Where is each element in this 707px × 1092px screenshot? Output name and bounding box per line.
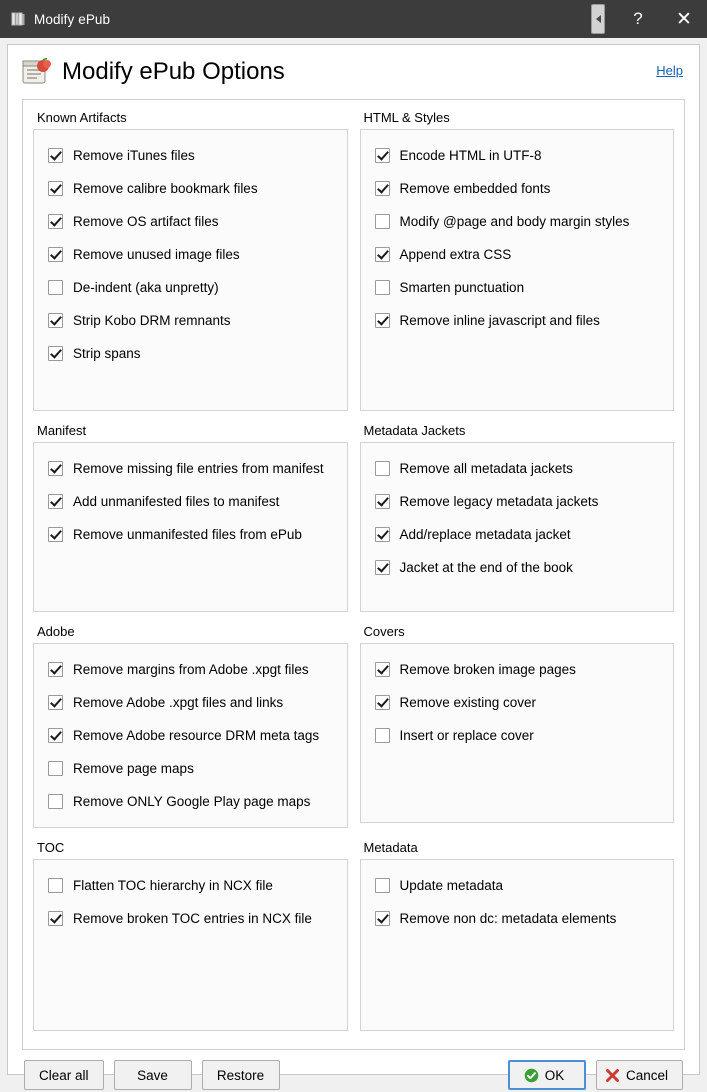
checkbox-strip-kobo-drm-remnants[interactable]: [48, 313, 63, 328]
checkbox-label: Update metadata: [399, 878, 504, 893]
checkbox-label: Smarten punctuation: [399, 280, 525, 295]
checkbox-smarten-punctuation[interactable]: [375, 280, 390, 295]
checkbox-remove-os-artifact-files[interactable]: [48, 214, 63, 229]
help-titlebar-button[interactable]: ?: [633, 9, 643, 28]
collapse-handle-icon[interactable]: [591, 4, 605, 34]
window-titlebar: [0, 0, 707, 38]
page-title: Modify ePub Options: [62, 58, 285, 85]
group-body: [360, 129, 675, 411]
checkbox-remove-legacy-metadata-jackets[interactable]: [375, 494, 390, 509]
checkbox-row[interactable]: [375, 172, 664, 205]
group-body: [360, 442, 675, 612]
checkbox-update-metadata[interactable]: [375, 878, 390, 893]
modify-epub-icon: [22, 57, 52, 87]
checkbox-row[interactable]: [375, 551, 664, 584]
help-link[interactable]: Help: [656, 63, 683, 78]
checkbox-row[interactable]: [48, 139, 337, 172]
checkbox-remove-adobe-drm-meta-tags[interactable]: [48, 728, 63, 743]
checkbox-row[interactable]: [375, 304, 664, 337]
group-legend: TOC: [37, 840, 65, 855]
dialog-content: [7, 44, 700, 1083]
group-body: [360, 859, 675, 1031]
checkbox-label: Append extra CSS: [399, 247, 512, 262]
group-body: [33, 859, 348, 1031]
group-body: [360, 643, 675, 823]
checkbox-row[interactable]: [48, 686, 337, 719]
checkbox-label: Remove Adobe .xpgt files and links: [73, 695, 284, 710]
checkbox-label: Remove broken TOC entries in NCX file: [73, 911, 312, 926]
checkbox-label: Remove margins from Adobe .xpgt files: [73, 662, 309, 677]
group-legend: Adobe: [37, 624, 75, 639]
checkbox-label: Strip Kobo DRM remnants: [73, 313, 231, 328]
checkbox-jacket-at-end-of-book[interactable]: [375, 560, 390, 575]
checkbox-row[interactable]: [48, 902, 337, 935]
close-icon[interactable]: ✕: [676, 8, 692, 30]
checkbox-label: Flatten TOC hierarchy in NCX file: [73, 878, 273, 893]
checkbox-add-replace-metadata-jacket[interactable]: [375, 527, 390, 542]
ok-button-label: OK: [544, 1067, 565, 1083]
checkbox-label: Remove Adobe resource DRM meta tags: [73, 728, 320, 743]
checkbox-row[interactable]: [48, 271, 337, 304]
checkbox-remove-embedded-fonts[interactable]: [375, 181, 390, 196]
group-adobe: [33, 624, 348, 838]
checkbox-append-extra-css[interactable]: [375, 247, 390, 262]
checkbox-row[interactable]: [375, 902, 664, 935]
group-covers: [360, 624, 675, 838]
checkbox-label: De-indent (aka unpretty): [73, 280, 219, 295]
group-legend: Metadata Jackets: [363, 423, 466, 438]
group-legend: Manifest: [37, 423, 87, 438]
checkbox-label: Strip spans: [73, 346, 141, 361]
checkbox-row[interactable]: [375, 271, 664, 304]
checkbox-remove-existing-cover[interactable]: [375, 695, 390, 710]
green-check-icon: [524, 1068, 539, 1083]
group-legend: Metadata: [363, 840, 418, 855]
checkbox-add-unmanifested-files[interactable]: [48, 494, 63, 509]
checkbox-insert-or-replace-cover[interactable]: [375, 728, 390, 743]
checkbox-label: Remove broken image pages: [399, 662, 576, 677]
checkbox-row[interactable]: [375, 653, 664, 686]
checkbox-de-indent[interactable]: [48, 280, 63, 295]
checkbox-row[interactable]: [48, 869, 337, 902]
checkbox-label: Remove unmanifested files from ePub: [73, 527, 302, 542]
dialog-window: [0, 38, 707, 1082]
checkbox-remove-xpgt-files-links[interactable]: [48, 695, 63, 710]
checkbox-encode-html-utf8[interactable]: [375, 148, 390, 163]
book-icon: [10, 11, 26, 27]
checkbox-remove-unused-image-files[interactable]: [48, 247, 63, 262]
group-body: [33, 643, 348, 828]
restore-button[interactable]: Restore: [202, 1060, 280, 1090]
group-body: [33, 129, 348, 411]
checkbox-row[interactable]: [375, 518, 664, 551]
group-legend: HTML & Styles: [363, 110, 450, 125]
checkbox-row[interactable]: [48, 238, 337, 271]
checkbox-label: Remove missing file entries from manifest: [73, 461, 324, 476]
checkbox-label: Encode HTML in UTF-8: [399, 148, 542, 163]
group-known-artifacts: [33, 110, 348, 421]
checkbox-row[interactable]: [48, 752, 337, 785]
checkbox-row[interactable]: [48, 653, 337, 686]
checkbox-label: Remove all metadata jackets: [399, 461, 573, 476]
checkbox-remove-inline-javascript[interactable]: [375, 313, 390, 328]
checkbox-label: Jacket at the end of the book: [399, 560, 573, 575]
checkbox-row[interactable]: [48, 719, 337, 752]
checkbox-label: Remove unused image files: [73, 247, 240, 262]
checkbox-row[interactable]: [375, 139, 664, 172]
checkbox-remove-broken-toc-entries[interactable]: [48, 911, 63, 926]
checkbox-remove-calibre-bookmark-files[interactable]: [48, 181, 63, 196]
red-cross-icon: [605, 1068, 620, 1083]
group-manifest: [33, 423, 348, 622]
checkbox-label: Remove iTunes files: [73, 148, 195, 163]
checkbox-row[interactable]: [375, 719, 664, 752]
group-legend: Covers: [363, 624, 405, 639]
checkbox-row[interactable]: [48, 172, 337, 205]
checkbox-row[interactable]: [48, 337, 337, 370]
checkbox-row[interactable]: [48, 518, 337, 551]
group-body: [33, 442, 348, 612]
checkbox-row[interactable]: [375, 686, 664, 719]
checkbox-remove-itunes-files[interactable]: [48, 148, 63, 163]
group-metadata-jackets: [360, 423, 675, 622]
checkbox-row[interactable]: [48, 452, 337, 485]
checkbox-label: Remove inline javascript and files: [399, 313, 600, 328]
checkbox-row[interactable]: [48, 785, 337, 818]
group-legend: Known Artifacts: [37, 110, 127, 125]
dialog-footer: [22, 1050, 685, 1092]
group-html-styles: [360, 110, 675, 421]
checkbox-remove-google-play-page-maps[interactable]: [48, 794, 63, 809]
dialog-header: [22, 57, 685, 87]
checkbox-label: Remove ONLY Google Play page maps: [73, 794, 311, 809]
checkbox-flatten-toc-hierarchy[interactable]: [48, 878, 63, 893]
checkbox-label: Add unmanifested files to manifest: [73, 494, 280, 509]
window-title: Modify ePub: [34, 11, 111, 27]
ok-button[interactable]: [508, 1060, 586, 1090]
checkbox-label: Remove non dc: metadata elements: [399, 911, 617, 926]
checkbox-label: Remove calibre bookmark files: [73, 181, 258, 196]
checkbox-remove-unmanifested-files[interactable]: [48, 527, 63, 542]
group-metadata: [360, 840, 675, 1041]
checkbox-remove-all-metadata-jackets[interactable]: [375, 461, 390, 476]
checkbox-label: Add/replace metadata jacket: [399, 527, 571, 542]
checkbox-label: Remove embedded fonts: [399, 181, 551, 196]
checkbox-row[interactable]: [48, 304, 337, 337]
checkbox-label: Modify @page and body margin styles: [399, 214, 630, 229]
cancel-button-label: Cancel: [625, 1067, 668, 1083]
checkbox-strip-spans[interactable]: [48, 346, 63, 361]
checkbox-label: Insert or replace cover: [399, 728, 534, 743]
checkbox-row[interactable]: [375, 205, 664, 238]
checkbox-remove-page-maps[interactable]: [48, 761, 63, 776]
save-button[interactable]: Save: [114, 1060, 192, 1090]
options-grid: [22, 99, 685, 1050]
checkbox-label: Remove page maps: [73, 761, 194, 776]
checkbox-remove-margins-xpgt[interactable]: [48, 662, 63, 677]
checkbox-remove-broken-image-pages[interactable]: [375, 662, 390, 677]
cancel-button[interactable]: [596, 1060, 683, 1090]
group-toc: [33, 840, 348, 1041]
checkbox-row[interactable]: [375, 485, 664, 518]
clear-all-button[interactable]: Clear all: [24, 1060, 104, 1090]
checkbox-remove-non-dc-metadata[interactable]: [375, 911, 390, 926]
checkbox-row[interactable]: [48, 485, 337, 518]
checkbox-remove-missing-file-entries[interactable]: [48, 461, 63, 476]
checkbox-row[interactable]: [375, 869, 664, 902]
checkbox-label: Remove legacy metadata jackets: [399, 494, 599, 509]
checkbox-row[interactable]: [375, 452, 664, 485]
checkbox-label: Remove OS artifact files: [73, 214, 219, 229]
checkbox-modify-page-body-margin-styles[interactable]: [375, 214, 390, 229]
checkbox-row[interactable]: [375, 238, 664, 271]
checkbox-label: Remove existing cover: [399, 695, 537, 710]
checkbox-row[interactable]: [48, 205, 337, 238]
